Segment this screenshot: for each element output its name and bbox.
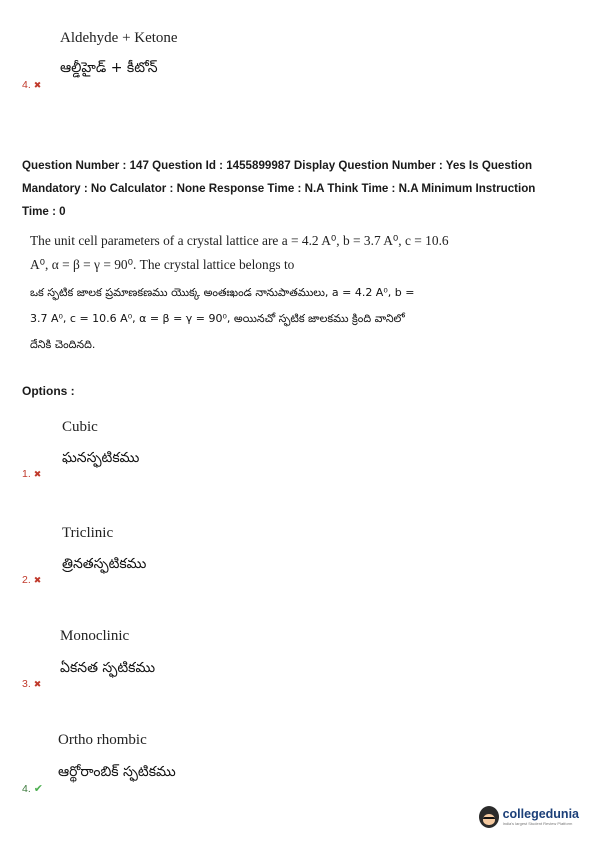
logo-tagline: India's largest Student Review Platform [502, 821, 573, 827]
option-4-number [22, 782, 43, 795]
question-text-english [30, 229, 460, 277]
option-2-telugu: త్రినతస్ఫటికము [62, 556, 147, 572]
options-label: Options : [22, 384, 75, 398]
question-line: 3.7 A⁰, c = 10.6 A⁰, α = β = γ = 90⁰, అయినచో స్ఫటిక జాలకము క్రింది వానిలో [30, 312, 405, 325]
option-number-label: 4. [22, 79, 31, 91]
option-number-label: 2. [22, 574, 31, 586]
student-mascot-icon [479, 806, 499, 828]
question-meta-line: Time : 0 [22, 205, 66, 218]
question-meta-line: Question Number : 147 Question Id : 1455899987 Display Question Number : Yes Is Question [22, 159, 533, 172]
cross-icon: ✖ [33, 80, 42, 90]
cross-icon: ✖ [33, 469, 42, 479]
question-meta-line: Mandatory : No Calculator : None Response Time : N.A Think Time : N.A Minimum Instruction [22, 182, 536, 195]
logo-name: collegedunia [502, 806, 579, 821]
cross-icon: ✖ [33, 575, 42, 585]
check-icon: ✔ [33, 783, 43, 795]
question-line: The unit cell parameters of a crystal lattice are a = 4.2 A⁰, b = 3.7 A⁰, c = 10.6 [30, 233, 449, 248]
prev-option-telugu: ఆల్డీహైడ్ + కీటోన్ [60, 60, 158, 76]
option-4-telugu: ఆర్థోరాంబిక్ స్ఫటికము [58, 764, 176, 780]
option-3-number [22, 678, 41, 690]
option-3-telugu: ఏకనత స్ఫటికము [60, 660, 156, 676]
option-1-telugu: ఘనస్ఫటికము [62, 450, 140, 466]
prev-option-english: Aldehyde + Ketone [60, 30, 178, 46]
prev-option-number [22, 79, 41, 91]
question-line: A⁰, α = β = γ = 90⁰. The crystal lattice belongs to [30, 257, 295, 272]
option-2-number [22, 574, 41, 586]
question-meta [22, 154, 582, 223]
option-1-english: Cubic [62, 419, 98, 435]
option-1-number [22, 468, 41, 480]
option-number-label: 3. [22, 678, 31, 690]
question-line: ఒక స్ఫటిక జాలక ప్రమాణకణము యొక్క అంతఃఖండ నానుపాతములు, a = 4.2 A⁰, b = [30, 286, 415, 299]
collegedunia-logo [479, 806, 579, 828]
option-number-label: 4. [22, 783, 31, 795]
question-line: దేనికి చెందినది. [30, 338, 96, 351]
option-4-english: Ortho rhombic [58, 732, 147, 748]
option-number-label: 1. [22, 468, 31, 480]
option-2-english: Triclinic [62, 525, 114, 541]
question-text-telugu [30, 280, 470, 358]
option-3-english: Monoclinic [60, 628, 130, 644]
cross-icon: ✖ [33, 679, 42, 689]
